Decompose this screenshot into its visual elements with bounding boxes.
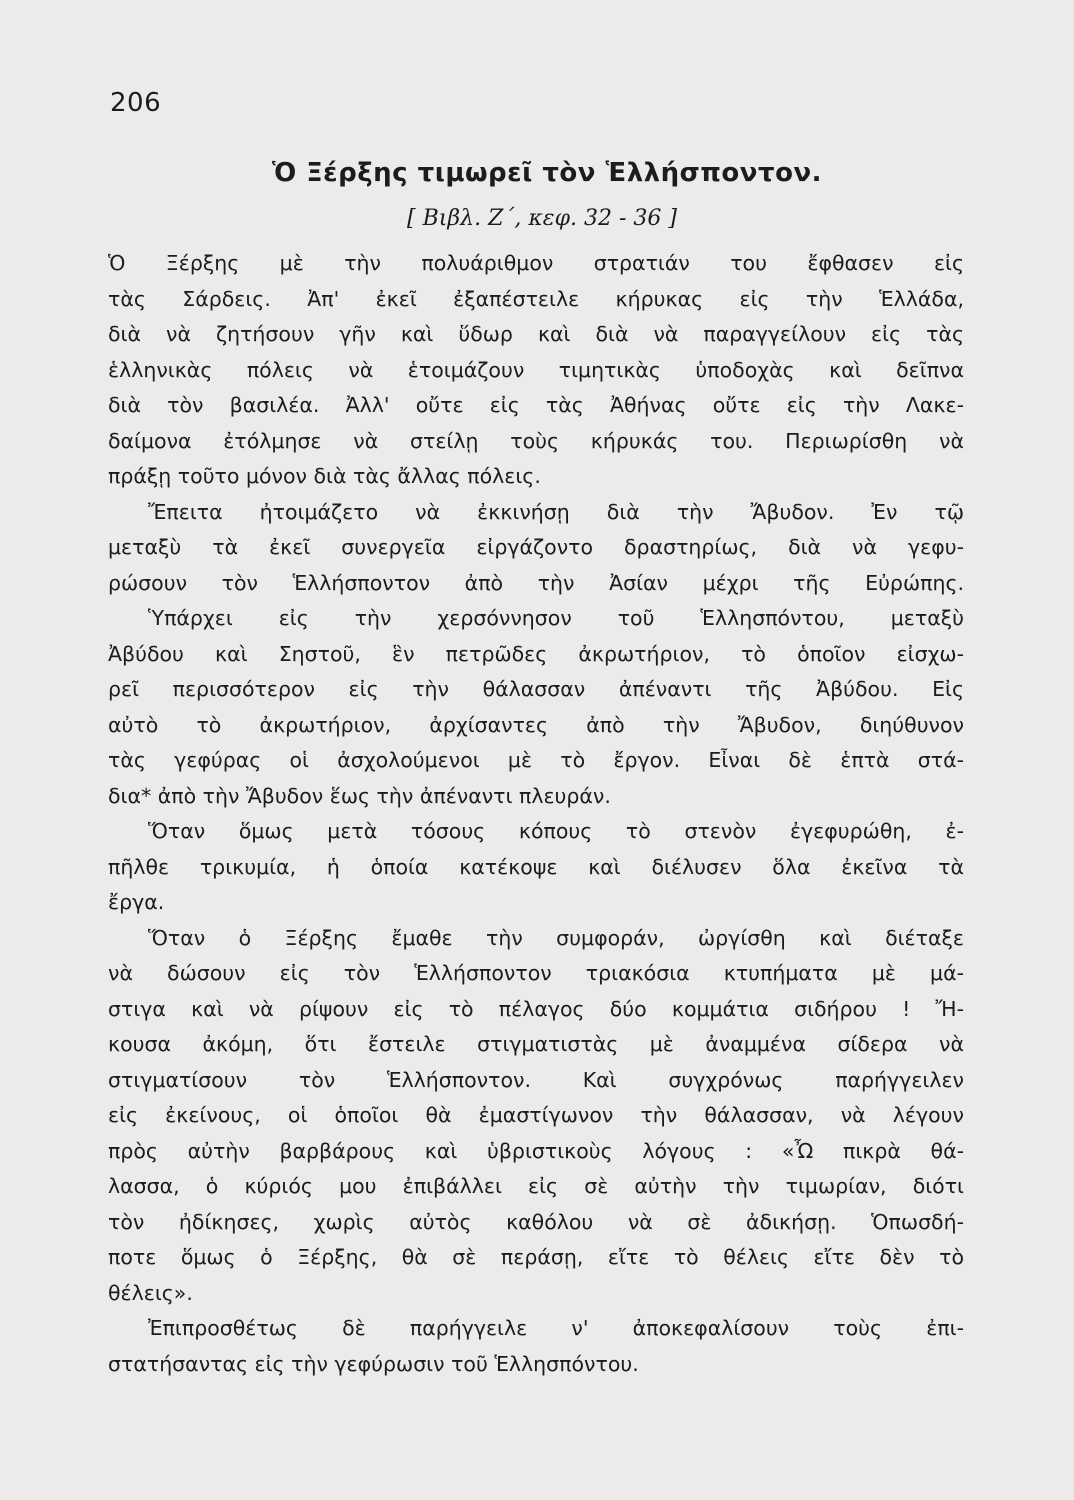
text-line: Ὅταν ὅμως μετὰ τόσους κόπους τὸ στενὸν ἐγεφυρώθη, ἐ- — [148, 819, 964, 843]
text-line: τὰς γεφύρας οἱ ἀσχολούμενοι μὲ τὸ ἔργον. Εἶναι δὲ ἑπτὰ στά- — [108, 748, 964, 772]
text-line: μεταξὺ τὰ ἐκεῖ συνεργεῖα εἰργάζοντο δραστηρίως, διὰ νὰ γεφυ- — [108, 535, 964, 559]
page-number: 206 — [110, 88, 162, 118]
text-line: στιγα καὶ νὰ ρίψουν εἰς τὸ πέλαγος δύο κομμάτια σιδήρου ! Ἤ- — [108, 996, 964, 1021]
text-line: στατήσαντας εἰς τὴν γεφύρωσιν τοῦ Ἑλλησπόντου. — [108, 1351, 639, 1376]
text-line: εἰς ἐκείνους, οἱ ὁποῖοι θὰ ἐμαστίγωνον τὴν θάλασσαν, νὰ λέγουν — [108, 1103, 964, 1127]
text-line: τὰς Σάρδεις. Ἀπ' ἐκεῖ ἐξαπέστειλε κήρυκας εἰς τὴν Ἑλλάδα, — [108, 286, 964, 311]
text-line: δαίμονα ἐτόλμησε νὰ στείλῃ τοὺς κήρυκάς του. Περιωρίσθη νὰ — [108, 428, 964, 453]
text-line: διὰ τὸν βασιλέα. Ἀλλ' οὔτε εἰς τὰς Ἀθήνας οὔτε εἰς τὴν Λακε- — [108, 393, 964, 417]
text-line: τὸν ἠδίκησες, χωρὶς αὐτὸς καθόλου νὰ σὲ ἀδικήσῃ. Ὁπωσδή- — [108, 1209, 964, 1234]
text-line: πρὸς αὐτὴν βαρβάρους καὶ ὑβριστικοὺς λόγους : «Ὦ πικρὰ θά- — [108, 1138, 964, 1163]
text-line: νὰ δώσουν εἰς τὸν Ἑλλήσποντον τριακόσια κτυπήματα μὲ μά- — [108, 961, 964, 985]
text-line: στιγματίσουν τὸν Ἑλλήσποντον. Καὶ συγχρόνως παρήγγειλεν — [108, 1067, 964, 1092]
text-line: Ὑπάρχει εἰς τὴν χερσόννησον τοῦ Ἑλλησπόντου, μεταξὺ — [148, 606, 964, 630]
text-line: διὰ νὰ ζητήσουν γῆν καὶ ὕδωρ καὶ διὰ νὰ παραγγείλουν εἰς τὰς — [108, 322, 964, 346]
text-line: ἑλληνικὰς πόλεις νὰ ἑτοιμάζουν τιμητικὰς ὑποδοχὰς καὶ δεῖπνα — [108, 357, 964, 382]
text-line: λασσα, ὁ κύριός μου ἐπιβάλλει εἰς σὲ αὐτὴν τὴν τιμωρίαν, διότι — [108, 1174, 964, 1198]
text-line: αὐτὸ τὸ ἀκρωτήριον, ἀρχίσαντες ἀπὸ τὴν Ἄβυδον, διηύθυνον — [108, 712, 964, 737]
chapter-title: Ὁ Ξέρξης τιμωρεῖ τὸν Ἑλλήσποντον. — [271, 158, 823, 188]
text-line: πῆλθε τρικυμία, ἡ ὁποία κατέκοψε καὶ διέλυσεν ὅλα ἐκεῖνα τὰ — [108, 854, 964, 879]
text-line: ποτε ὅμως ὁ Ξέρξης, θὰ σὲ περάσῃ, εἴτε τὸ θέλεις εἴτε δὲν τὸ — [108, 1245, 964, 1269]
text-line: Ἀβύδου καὶ Σηστοῦ, ἓν πετρῶδες ἀκρωτήριον, τὸ ὁποῖον εἰσχω- — [108, 641, 964, 666]
body-text — [108, 246, 964, 1382]
text-line: Ἐπιπροσθέτως δὲ παρήγγειλε ν' ἀποκεφαλίσουν τοὺς ἐπι- — [148, 1316, 964, 1340]
text-line: Ἔπειτα ἠτοιμάζετο νὰ ἐκκινήσῃ διὰ τὴν Ἄβυδον. Ἐν τῷ — [148, 499, 964, 524]
text-line: πράξῃ τοῦτο μόνον διὰ τὰς ἄλλας πόλεις. — [108, 464, 541, 488]
text-line: δια* ἀπὸ τὴν Ἄβυδον ἕως τὴν ἀπέναντι πλευράν. — [108, 783, 611, 808]
text-line: Ὁ Ξέρξης μὲ τὴν πολυάριθμον στρατιάν του ἔφθασεν εἰς — [108, 251, 964, 275]
text-line: ρεῖ περισσότερον εἰς τὴν θάλασσαν ἀπέναντι τῆς Ἀβύδου. Εἰς — [108, 677, 964, 701]
text-line: ἔργα. — [108, 890, 165, 914]
text-line: κουσα ἀκόμη, ὅτι ἔστειλε στιγματιστὰς μὲ ἀναμμένα σίδερα νὰ — [108, 1032, 964, 1056]
chapter-reference: [ Βιβλ. Ζ΄, κεφ. 32 - 36 ] — [407, 206, 677, 231]
text-line: Ὅταν ὁ Ξέρξης ἔμαθε τὴν συμφοράν, ὠργίσθη καὶ διέταξε — [148, 925, 964, 950]
text-line: θέλεις». — [108, 1280, 193, 1305]
text-line: ρώσουν τὸν Ἑλλήσποντον ἀπὸ τὴν Ἀσίαν μέχρι τῆς Εὐρώπης. — [108, 570, 964, 595]
